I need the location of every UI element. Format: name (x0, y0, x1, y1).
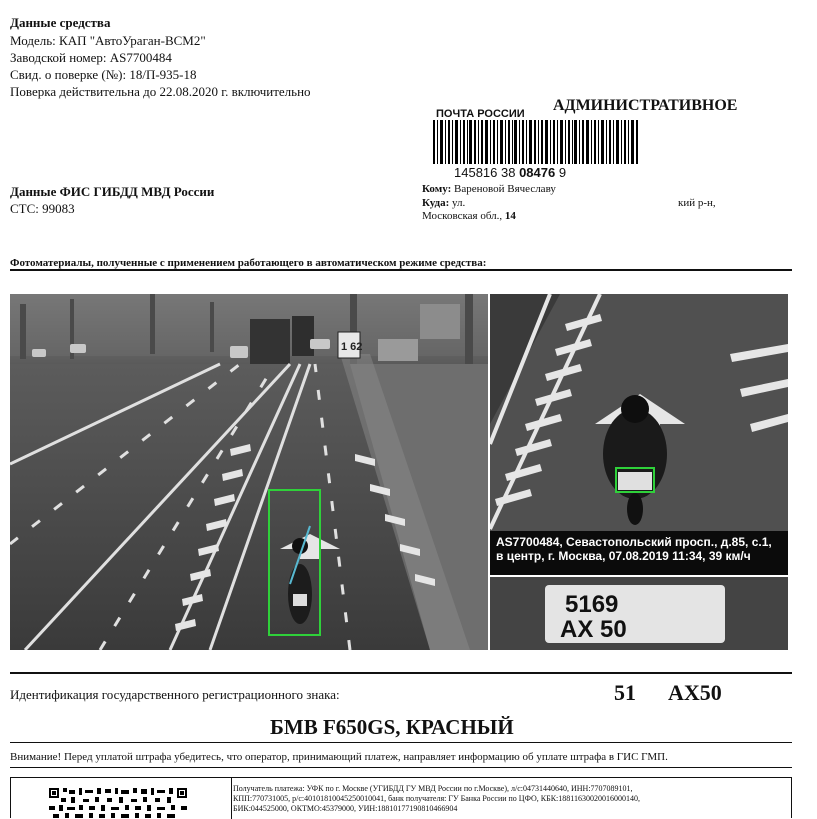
photos-heading: Фотоматериалы, полученные с применением работающего в автоматическом режиме средства: (10, 257, 487, 269)
plate-line2: AX 50 (560, 616, 627, 643)
identification-plate-part2: AX50 (668, 680, 722, 705)
payment-recipient-line1: Получатель платежа: УФК по г. Москве (УГИБДД ГУ МВД России по г.Москве), л/с:04731440640, ИНН:7707089101, (233, 784, 633, 793)
device-model: Модель: КАП "АвтоУраган-ВСМ2" (10, 33, 206, 48)
postal-barcode-number: 145816 38 08476 9 (454, 165, 567, 180)
recipient-where: Куда: ул. (422, 197, 466, 209)
sign-label: 1 62 (341, 341, 363, 353)
device-validity: Поверка действительна до 22.08.2020 г. включительно (10, 84, 311, 99)
postal-brand: ПОЧТА РОССИИ (436, 108, 525, 120)
camera-overlay-text: AS7700484, Севастопольский просп., д.85, с.1, в центр, г. Москва, 07.08.2019 11:34, 39 км/ч (490, 531, 788, 575)
closeup-scene (490, 294, 788, 531)
vehicle-description: БМВ F650GS, КРАСНЫЙ (270, 715, 514, 739)
divider (10, 742, 792, 743)
plate-line1: 5169 (565, 591, 619, 618)
postal-barcode (433, 120, 638, 164)
recipient-to: Кому: Вареновой Вячеславу (422, 183, 556, 195)
identification-plate-part1: 51 (614, 680, 636, 705)
payment-box (10, 777, 792, 818)
divider (231, 778, 232, 819)
divider (10, 767, 792, 768)
plate-closeup (490, 577, 788, 650)
recipient-region: Московская обл., 14 (422, 210, 516, 222)
identification-label: Идентификация государственного регистрационного знака: (10, 687, 340, 702)
main-camera-photo (10, 294, 488, 650)
divider (10, 672, 792, 674)
fis-sts: СТС: 99083 (10, 201, 75, 216)
device-heading: Данные средства (10, 15, 111, 30)
recipient-where-right: кий р-н, (678, 197, 716, 209)
fis-heading: Данные ФИС ГИБДД МВД России (10, 184, 215, 199)
qr-code-icon (49, 788, 189, 818)
payment-warning: Внимание! Перед уплатой штрафа убедитесь, что оператор, принимающий платеж, направляет информацию об уплате штрафа в ГИС ГМП. (10, 751, 668, 763)
street-scene (10, 294, 488, 650)
divider (10, 269, 792, 271)
device-certificate: Свид. о поверке (№): 18/П-935-18 (10, 67, 197, 82)
plate-scene (490, 577, 788, 650)
device-serial: Заводской номер: AS7700484 (10, 50, 172, 65)
payment-recipient-line3: БИК:044525000, ОКТМО:45379000, УИН:18810177190810466904 (233, 804, 458, 813)
payment-recipient-line2: КПП:770731005, р/с:40101810045250010041, банк получателя: ГУ Банка России по ЦФО, КБК:18811630020016000140, (233, 794, 640, 803)
postal-category: АДМИНИСТРАТИВНОЕ (553, 97, 738, 114)
closeup-photo (490, 294, 788, 531)
